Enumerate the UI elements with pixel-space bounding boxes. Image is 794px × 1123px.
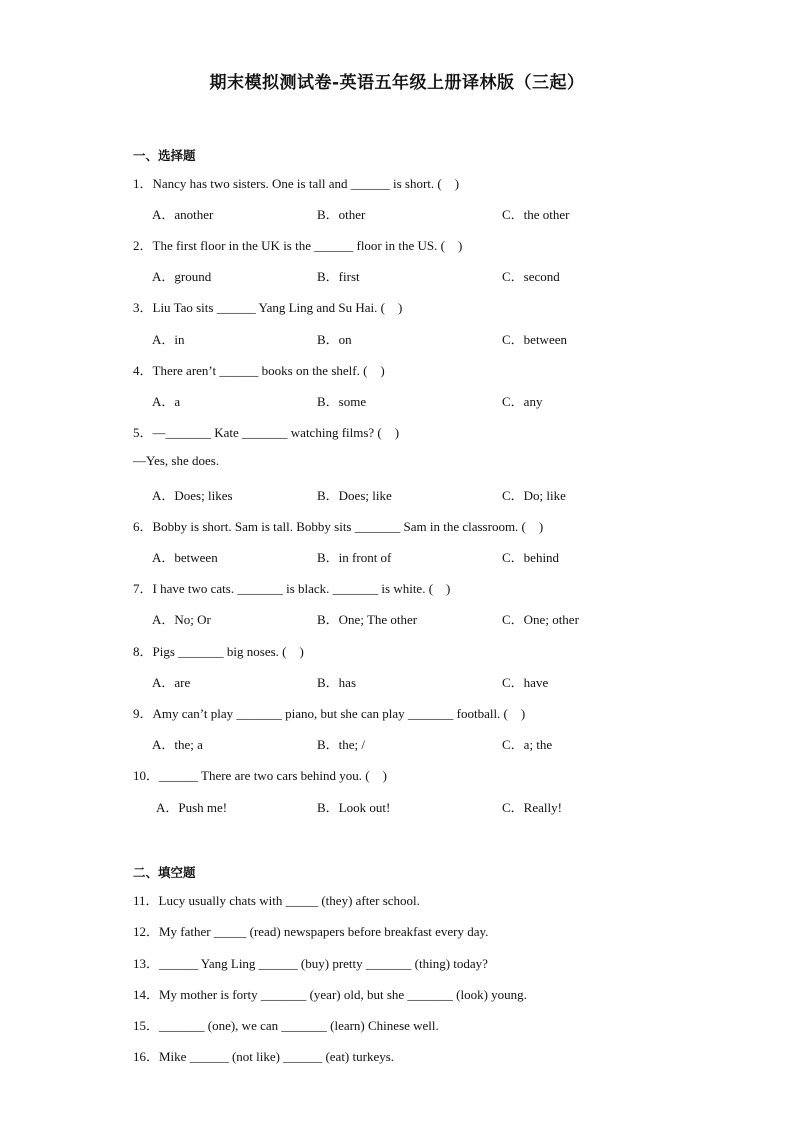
question-13: 13．______ Yang Ling ______ (buy) pretty _______ (thing) today? xyxy=(133,956,488,971)
option-8a[interactable]: A．are xyxy=(152,675,191,690)
option-6c[interactable]: C．behind xyxy=(502,550,560,565)
option-1c[interactable]: C．the other xyxy=(502,207,570,222)
section-heading-choice: 一、选择题 xyxy=(133,148,196,163)
question-1: 1．Nancy has two sisters. One is tall and ______ is short. ( ) xyxy=(133,176,460,191)
page-title: 期末模拟测试卷-英语五年级上册译林版（三起） xyxy=(209,73,585,93)
question-15: 15．_______ (one), we can _______ (learn) Chinese well. xyxy=(133,1018,439,1033)
option-9a[interactable]: A．the; a xyxy=(152,737,203,752)
question-7: 7．I have two cats. _______ is black. _______ is white. ( ) xyxy=(133,581,451,596)
option-4a[interactable]: A．a xyxy=(152,394,181,409)
option-7c[interactable]: C．One; other xyxy=(502,612,579,627)
option-4c[interactable]: C．any xyxy=(502,394,543,409)
question-11: 11．Lucy usually chats with _____ (they) after school. xyxy=(133,893,420,908)
question-10: 10．______ There are two cars behind you. ( ) xyxy=(133,768,387,783)
question-14: 14．My mother is forty _______ (year) old, but she _______ (look) young. xyxy=(133,987,527,1002)
option-1a[interactable]: A．another xyxy=(152,207,214,222)
question-8: 8．Pigs _______ big noses. ( ) xyxy=(133,644,304,659)
option-2c[interactable]: C．second xyxy=(502,269,560,284)
option-5c[interactable]: C．Do; like xyxy=(502,488,566,503)
option-5a[interactable]: A．Does; likes xyxy=(152,488,233,503)
option-9b[interactable]: B．the; / xyxy=(317,737,366,752)
option-3a[interactable]: A．in xyxy=(152,332,185,347)
option-5b[interactable]: B．Does; like xyxy=(317,488,392,503)
option-4b[interactable]: B．some xyxy=(317,394,367,409)
option-2b[interactable]: B．first xyxy=(317,269,360,284)
option-9c[interactable]: C．a; the xyxy=(502,737,553,752)
section-heading-fill: 二、填空题 xyxy=(133,865,196,880)
question-4: 4．There aren’t ______ books on the shelf. ( ) xyxy=(133,363,385,378)
question-16: 16．Mike ______ (not like) ______ (eat) turkeys. xyxy=(133,1049,395,1064)
option-1b[interactable]: B．other xyxy=(317,207,366,222)
option-7b[interactable]: B．One; The other xyxy=(317,612,418,627)
option-7a[interactable]: A．No; Or xyxy=(152,612,211,627)
option-10b[interactable]: B．Look out! xyxy=(317,800,391,815)
option-3c[interactable]: C．between xyxy=(502,332,567,347)
option-8c[interactable]: C．have xyxy=(502,675,549,690)
option-3b[interactable]: B．on xyxy=(317,332,352,347)
question-6: 6．Bobby is short. Sam is tall. Bobby sits _______ Sam in the classroom. ( ) xyxy=(133,519,544,534)
option-10c[interactable]: C．Really! xyxy=(502,800,562,815)
option-2a[interactable]: A．ground xyxy=(152,269,212,284)
option-6a[interactable]: A．between xyxy=(152,550,218,565)
question-2: 2．The first floor in the UK is the ______ floor in the US. ( ) xyxy=(133,238,463,253)
option-6b[interactable]: B．in front of xyxy=(317,550,392,565)
question-5-answer-line: —Yes, she does. xyxy=(133,453,220,468)
option-10a[interactable]: A．Push me! xyxy=(156,800,228,815)
question-5: 5．—_______ Kate _______ watching films? ( ) xyxy=(133,425,400,440)
question-12: 12．My father _____ (read) newspapers before breakfast every day. xyxy=(133,924,489,939)
question-9: 9．Amy can’t play _______ piano, but she can play _______ football. ( ) xyxy=(133,706,526,721)
option-8b[interactable]: B．has xyxy=(317,675,357,690)
question-3: 3．Liu Tao sits ______ Yang Ling and Su Hai. ( ) xyxy=(133,300,403,315)
